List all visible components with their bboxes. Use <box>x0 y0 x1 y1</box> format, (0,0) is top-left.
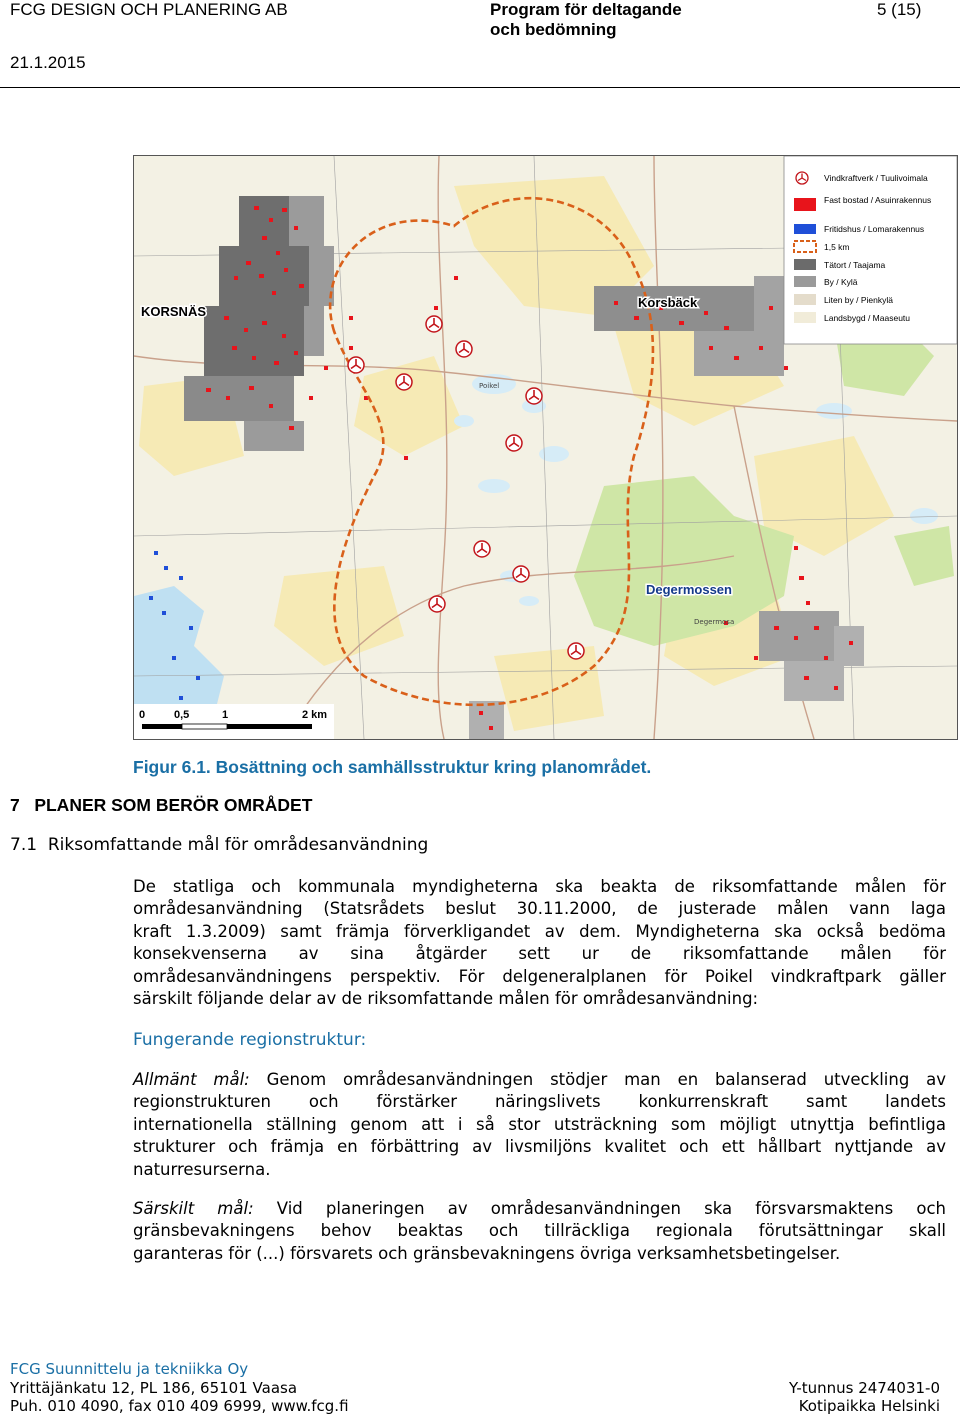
paragraph-line: konsekvenserna av sina åtgärder sett ur de riksomfattande målen för <box>133 944 946 964</box>
scale-2km: 2 km <box>302 709 328 721</box>
paragraph-line: gränsbevakningens behov beaktas och tillräckliga regionala förutsättningar skall <box>133 1221 946 1241</box>
special-goal-label: Särskilt mål: <box>133 1199 254 1218</box>
footer-phone: Puh. 010 4090, fax 010 409 6999, www.fcg.fi <box>10 1397 349 1415</box>
paragraph-line: områdesanvändning (Statsrådets beslut 30.11.2000, de justerade målen vann laga <box>133 899 946 919</box>
legend-town: Tätort / Taajama <box>824 260 886 270</box>
subheading-regional-structure: Fungerande regionstruktur: <box>133 1030 367 1050</box>
paragraph-line-text: Genom områdesanvändningen stödjer man en balanserad utveckling av <box>249 1070 947 1089</box>
section-heading-7-1: 7.1 Riksomfattande mål för områdesanvändning <box>10 835 429 855</box>
legend-rural: Landsbygd / Maaseutu <box>824 313 911 323</box>
legend-residence: Fast bostad / Asuinrakennus <box>824 195 932 205</box>
header-doc-title <box>490 0 682 40</box>
settlement-map <box>133 155 958 740</box>
paragraph-line <box>133 1198 946 1220</box>
section-heading-7: 7 PLANER SOM BERÖR OMRÅDET <box>10 795 313 815</box>
scale-1: 1 <box>222 709 229 721</box>
paragraph-general-goal <box>133 1069 946 1181</box>
small-village-south <box>469 701 504 739</box>
paragraph-special-goal <box>133 1198 946 1265</box>
legend-holiday: Fritidshus / Lomarakennus <box>824 224 925 234</box>
header-doc-title-line1: Program för deltagande <box>490 0 682 19</box>
legend-buffer: 1,5 km <box>824 242 850 252</box>
footer-domicile: Kotipaikka Helsinki <box>798 1397 940 1415</box>
label-degermossen: Degermossen <box>646 582 732 597</box>
paragraph-line: områdesanvändningens perspektiv. För delgeneralplanen för Poikel vindkraftpark gäller <box>133 966 946 986</box>
scale-bar <box>134 704 334 739</box>
scale-05: 0,5 <box>174 709 190 721</box>
paragraph-line: garanteras för (...) försvarets och gränsbevakningens övriga verksamhetsbetingelser. <box>133 1243 841 1263</box>
header-date: 21.1.2015 <box>10 53 86 72</box>
legend-turbine: Vindkraftverk / Tuulivoimala <box>824 173 928 183</box>
paragraph-line: kraft 1.3.2009) samt främja förverkligandet av dem. Myndigheterna ska också bedöma <box>133 921 946 941</box>
paragraph-line: naturresurserna. <box>133 1159 271 1179</box>
paragraph-line: internationella ställning genom att i så stor utsträckning som möjligt utnyttja befintliga <box>133 1114 946 1134</box>
label-korsnas: KORSNÄS <box>141 304 207 319</box>
label-korsback: Korsbäck <box>638 295 698 310</box>
header-divider <box>0 87 960 88</box>
label-degermosa: Degermosa <box>694 618 735 626</box>
footer-company: FCG Suunnittelu ja tekniikka Oy <box>10 1360 249 1378</box>
header-page-number: 5 (15) <box>877 0 922 19</box>
map-legend <box>784 156 957 344</box>
header-company: FCG DESIGN OCH PLANERING AB <box>10 0 288 19</box>
paragraph-line: De statliga och kommunala myndigheterna ska beakta de riksomfattande målen för <box>133 877 946 896</box>
footer-business-id: Y-tunnus 2474031-0 <box>788 1379 940 1397</box>
scale-0: 0 <box>139 709 146 721</box>
footer-address: Yrittäjänkatu 12, PL 186, 65101 Vaasa <box>10 1379 298 1397</box>
legend-village: By / Kylä <box>824 277 858 287</box>
paragraph-line: regionstrukturen och förstärker näringslivets konkurrenskraft samt landets <box>133 1092 946 1112</box>
paragraph-line-text: Vid planeringen av områdesanvändningen ska försvarsmaktens och <box>253 1199 946 1218</box>
header-doc-title-line2: och bedömning <box>490 20 617 39</box>
paragraph-line <box>133 1069 946 1091</box>
paragraph-national-goals <box>133 876 946 1010</box>
map-canvas <box>134 156 957 739</box>
legend-small-village: Liten by / Pienkylä <box>824 295 893 305</box>
figure-caption: Figur 6.1. Bosättning och samhällsstruktur kring planområdet. <box>133 757 652 777</box>
paragraph-line: särskilt följande delar av de riksomfattande målen för områdesanvändning: <box>133 989 759 1009</box>
paragraph-line: strukturer och främja en förbättring av livsmiljöns kvalitet och ett hållbart nyttjande av <box>133 1137 946 1157</box>
general-goal-label: Allmänt mål: <box>133 1070 250 1089</box>
label-poikel: Poikel <box>479 382 500 390</box>
